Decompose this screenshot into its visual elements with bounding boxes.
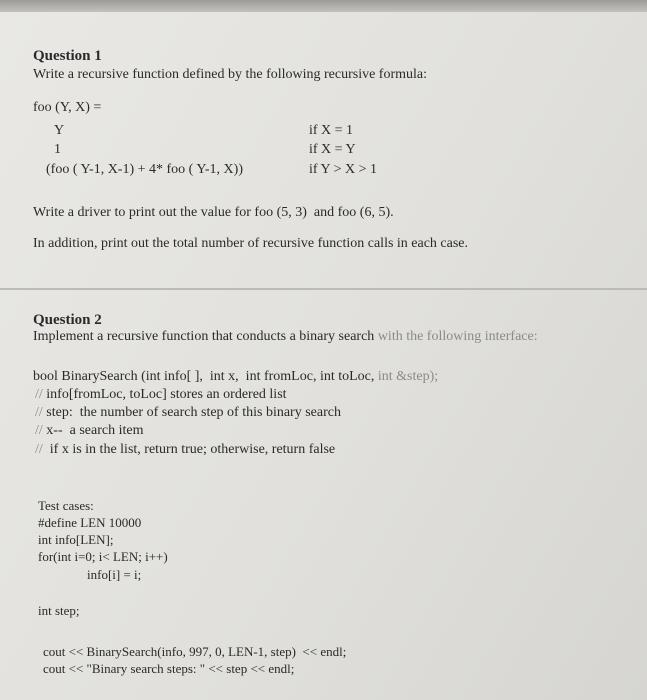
addition-instruction: In addition, print out the total number of recursive function calls in each case. [33,236,469,251]
formula-case-2-condition: if X = Y [309,142,356,157]
formula-case-2-value: 1 [54,142,61,157]
test-cases-title: Test cases: [38,498,94,513]
formula-head: foo (Y, X) = [33,100,102,115]
comment-text: step: the number of search step of this binary search [42,405,341,420]
function-signature-main: bool BinarySearch (int info[ ], int x, int fromLoc, int toLoc, [33,369,378,384]
question-2-intro-faint: with the following interface: [377,329,538,344]
formula-case-1-value: Y [54,123,65,138]
code-define-line: #define LEN 10000 [38,515,142,530]
comment-slash: // [35,405,43,420]
function-signature [33,370,438,384]
question-1-title: Question 1 [33,48,102,64]
comment-line-4 [35,443,335,457]
formula-case-3-value: (foo ( Y-1, X-1) + 4* foo ( Y-1, X)) [46,162,243,177]
comment-text: x-- a search item [42,423,144,438]
function-signature-faint: int &step); [377,369,439,384]
comment-line-1 [35,388,287,402]
comment-text: info[fromLoc, toLoc] stores an ordered list [42,387,287,402]
question-2-intro-main: Implement a recursive function that conducts a binary search [33,329,378,344]
formula-case-3-condition: if Y > X > 1 [309,162,378,177]
formula-case-1-condition: if X = 1 [309,123,354,138]
code-array-line: int info[LEN]; [38,532,114,547]
question-1-intro: Write a recursive function defined by the following recursive formula: [33,67,428,82]
question-2-title: Question 2 [33,312,102,328]
document-page [0,12,647,700]
code-step-line: int step; [38,603,80,618]
comment-text: if x is in the list, return true; otherwise, return false [42,442,336,457]
page-divider [0,288,647,290]
comment-line-2 [35,406,341,420]
code-assign-line: info[i] = i; [87,567,142,582]
comment-line-3 [35,424,143,438]
code-for-line: for(int i=0; i< LEN; i++) [38,549,168,564]
comment-slash: // [35,442,43,457]
driver-instruction: Write a driver to print out the value for foo (5, 3) and foo (6, 5). [33,205,394,220]
code-cout-line-1: cout << BinarySearch(info, 997, 0, LEN-1, step) << endl; [43,644,347,659]
comment-slash: // [35,423,43,438]
question-2-intro [33,330,538,344]
comment-slash: // [35,387,43,402]
code-cout-line-2: cout << "Binary search steps: " << step << endl; [43,661,295,676]
